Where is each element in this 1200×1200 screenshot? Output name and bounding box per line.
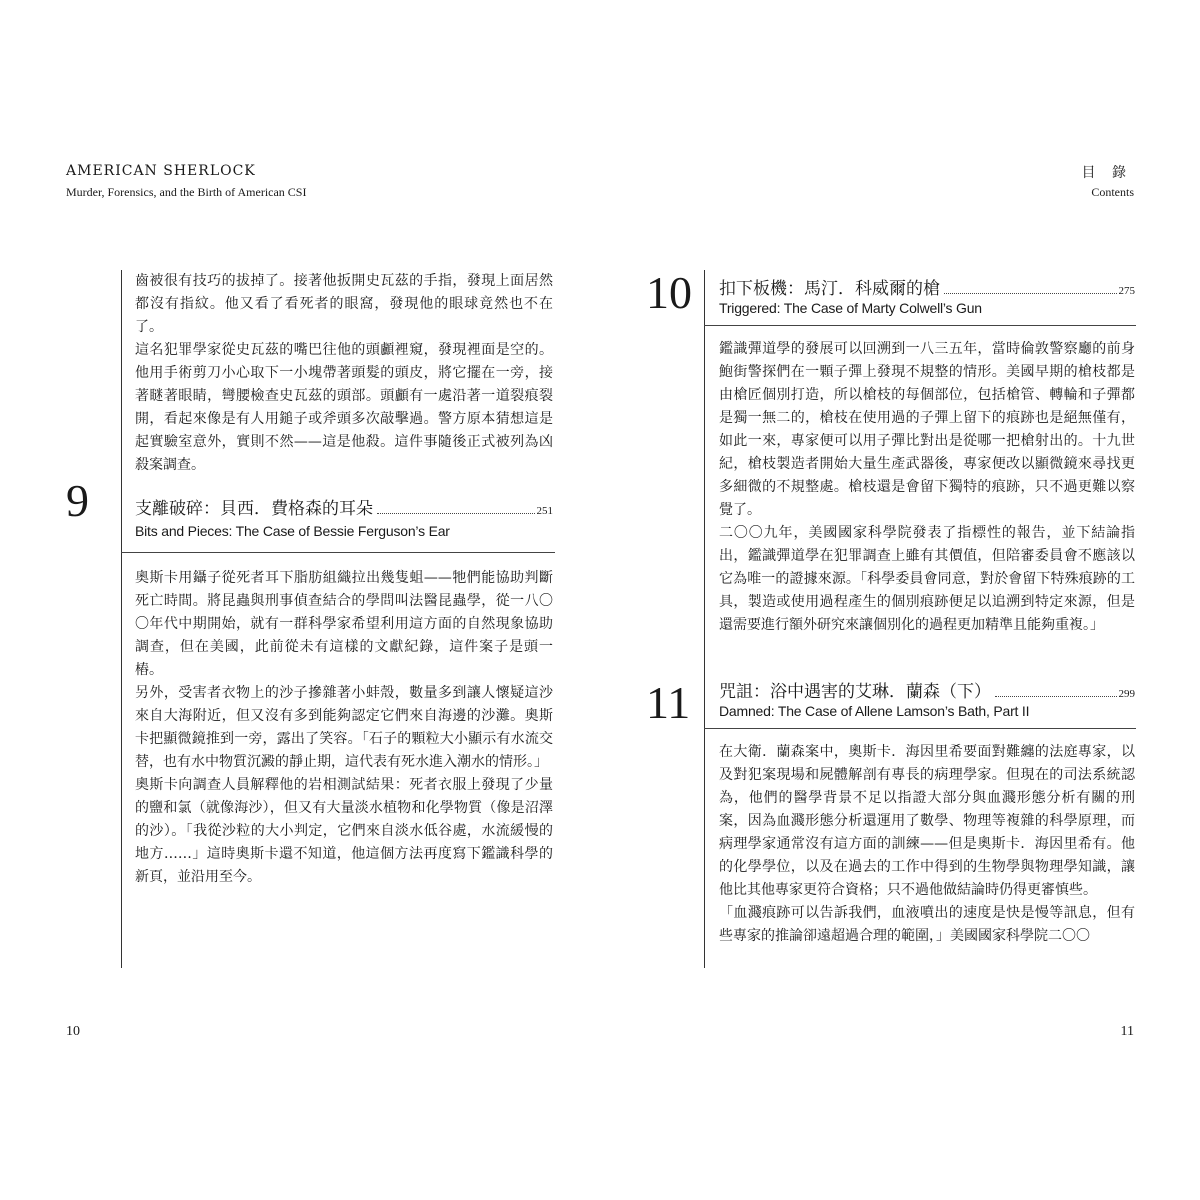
chapter-11-divider bbox=[704, 728, 1136, 729]
chapter-11-paragraph-2: 「血濺痕跡可以告訴我們，血液噴出的速度是快是慢等訊息，但有些專家的推論卻遠超過合理的範圍，」美國國家科學院二〇〇 bbox=[719, 905, 1135, 944]
chapter-10-title-en: Triggered: The Case of Marty Colwell’s Gun bbox=[719, 300, 982, 316]
chapter-10-title bbox=[719, 274, 1135, 299]
chapter-9-title-zh: 支離破碎：貝西．費格森的耳朵 bbox=[135, 499, 373, 519]
chapter-number-9: 9 bbox=[66, 475, 89, 526]
toc-heading-zh: 目 錄 bbox=[1081, 165, 1132, 181]
chapter-10-text bbox=[719, 338, 1135, 637]
chapter-9-paragraph-1: 奧斯卡用鑷子從死者耳下脂肪組織拉出幾隻蛆——牠們能協助判斷死亡時間。將昆蟲與刑事偵查結合的學問叫法醫昆蟲學，從一八〇〇年代中期開始，就有一群科學家希望利用這方面的自然現象協助調查，但在美國，此前從未有這樣的文獻紀錄，這件案子是頭一樁。 bbox=[135, 570, 553, 678]
chapter-9-page: 251 bbox=[536, 505, 553, 517]
left-intro-text bbox=[135, 270, 553, 477]
chapter-10-divider bbox=[704, 325, 1136, 326]
chapter-9-title-en: Bits and Pieces: The Case of Bessie Ferguson’s Ear bbox=[135, 523, 450, 539]
chapter-9-title bbox=[135, 494, 553, 519]
intro-paragraph-1: 齒被很有技巧的拔掉了。接著他扳開史瓦茲的手指，發現上面居然都沒有指紋。他又看了看死者的眼窩，發現他的眼球竟然也不在了。 bbox=[135, 273, 553, 335]
chapter-10-paragraph-2: 二〇〇九年，美國國家科學院發表了指標性的報告，並下結論指出，鑑識彈道學在犯罪調查上雖有其價值，但陪審委員會不應該以它為唯一的證據來源。「科學委員會同意，對於會留下特殊痕跡的工具，製造或使用過程產生的個別痕跡便足以追溯到特定來源，但是還需要進行額外研究來讓個別化的過程更加精準且能夠重複。」 bbox=[719, 525, 1135, 633]
chapter-11-page: 299 bbox=[1118, 688, 1135, 700]
chapter-11-paragraph-1: 在大衛．蘭森案中，奧斯卡．海因里希要面對難纏的法庭專家，以及對犯案現場和屍體解剖有專長的病理學家。但現在的司法系統認為，他們的醫學背景不足以指證大部分與血濺形態分析有關的刑案，因為血濺形態分析還運用了數學、物理等複雜的科學原理，而病理學家通常沒有這方面的訓練——但是奧斯卡．海因里希有。他的化學學位，以及在過去的工作中得到的生物學與物理學知識，讓他比其他專家更符合資格；只不過他做結論時仍得更審慎些。 bbox=[719, 744, 1135, 898]
chapter-10-title-zh: 扣下板機：馬汀．科威爾的槍 bbox=[719, 279, 940, 299]
chapter-9-text bbox=[135, 567, 553, 889]
chapter-10-page: 275 bbox=[1118, 285, 1135, 297]
chapter-9-paragraph-3: 奧斯卡向調查人員解釋他的岩相測試結果：死者衣服上發現了少量的鹽和氯（就像海沙），但又有大量淡水植物和化學物質（像是沼澤的沙）。「我從沙粒的大小判定，它們來自淡水低谷處，水流緩慢的地方……」這時奧斯卡還不知道，他這個方法再度寫下鑑識科學的新頁，並沿用至今。 bbox=[135, 777, 553, 885]
chapter-11-title-zh: 咒詛：浴中遇害的艾琳．蘭森（下） bbox=[719, 682, 991, 702]
chapter-10-paragraph-1: 鑑識彈道學的發展可以回溯到一八三五年，當時倫敦警察廳的前身鮑街警探們在一顆子彈上發現不規整的情形。美國早期的槍枝都是由槍匠個別打造，所以槍枝的每個部位，包括槍管、轉輪和子彈都是獨一無二的，槍枝在使用過的子彈上留下的痕跡也是絕無僅有，如此一來，專家便可以用子彈比對出是從哪一把槍射出的。十九世紀，槍枝製造者開始大量生產武器後，專家便改以顯微鏡來尋找更多細微的不規整處。槍枝還是會留下獨特的痕跡，只不過更難以察覺了。 bbox=[719, 341, 1135, 518]
chapter-11-text bbox=[719, 741, 1135, 948]
leader-dots bbox=[944, 292, 1117, 294]
leader-dots bbox=[377, 512, 535, 514]
intro-paragraph-2: 這名犯罪學家從史瓦茲的嘴巴往他的頭顱裡窺，發現裡面是空的。他用手術剪刀小心取下一小塊帶著頭髮的頭皮，將它擺在一旁，接著瞇著眼睛，彎腰檢查史瓦茲的頭部。頭顱有一處沿著一道裂痕裂開，看起來像是有人用鎚子或斧頭多次敲擊過。警方原本猜想這是起實驗室意外，實則不然——這是他殺。這件事隨後正式被列為凶殺案調查。 bbox=[135, 342, 553, 473]
chapter-11-title-en: Damned: The Case of Allene Lamson’s Bath, Part II bbox=[719, 703, 1030, 719]
left-page-number: 10 bbox=[66, 1024, 80, 1039]
book-title: AMERICAN SHERLOCK bbox=[66, 163, 256, 179]
chapter-9-paragraph-2: 另外，受害者衣物上的沙子摻雜著小蚌殼，數量多到讓人懷疑這沙來自大海附近，但又沒有多到能夠認定它們來自海邊的沙灘。奧斯卡把顯微鏡推到一旁，露出了笑容。「石子的顆粒大小顯示有水流交替，也有水中物質沉澱的靜止期，這代表有死水進入潮水的情形。」 bbox=[135, 685, 553, 770]
chapter-number-10: 10 bbox=[646, 267, 692, 318]
chapter-11-title bbox=[719, 677, 1135, 702]
left-page-rule bbox=[121, 270, 122, 968]
chapter-number-11: 11 bbox=[646, 677, 691, 728]
chapter-9-divider bbox=[121, 552, 555, 553]
book-subtitle: Murder, Forensics, and the Birth of American CSI bbox=[66, 185, 307, 199]
toc-heading-en: Contents bbox=[1091, 185, 1134, 199]
right-page-rule bbox=[704, 270, 705, 968]
leader-dots bbox=[995, 695, 1117, 697]
right-page-number: 11 bbox=[1120, 1024, 1134, 1039]
